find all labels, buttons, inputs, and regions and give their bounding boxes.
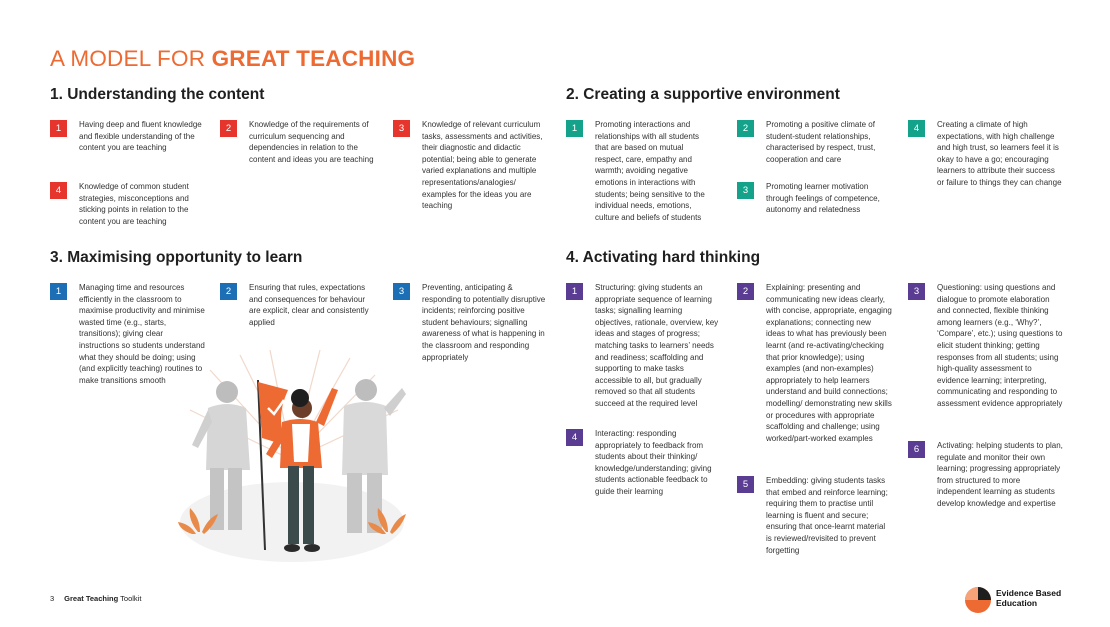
page-title-bold: GREAT TEACHING xyxy=(211,46,416,71)
section-heading-understanding-content: 1. Understanding the content xyxy=(50,86,265,103)
footer-title-rest: Toolkit xyxy=(118,594,142,603)
s4-item-3-text: Questioning: using questions and dialogue to promote elaboration and connected, flexible thinking among learners (e.g., ‘Why?’, ‘Compare’, etc.); using questions to elicit student thinking; getting responses from all students; using high-quality assessment to evidence learning; interpreting, communicating and responding to assessment evidence appropriately xyxy=(937,283,1063,408)
section-heading-activating-hard-thinking: 4. Activating hard thinking xyxy=(566,249,761,266)
s2-item-1-text: Promoting interactions and relationships with all students that are based on mutual respect, care, empathy and warmth; avoiding negative emotions in interactions with students; being sensitive to the individual needs, emotions, culture and beliefs of students xyxy=(595,120,705,222)
s2-item-2-text: Promoting a positive climate of student-student relationships, characterised by respect, trust, cooperation and care xyxy=(766,120,876,164)
s2-item-1-badge: 1 xyxy=(566,120,583,137)
s4-item-5-badge: 5 xyxy=(737,476,754,493)
s4-item-1-badge: 1 xyxy=(566,283,583,300)
s1-item-3-text: Knowledge of relevant curriculum tasks, assessments and activities, their diagnostic and didactic potential; being able to generate varied explanations and multiple representations/analogies/ examples for the ideas you are teaching xyxy=(422,120,543,211)
s4-item-2-badge: 2 xyxy=(737,283,754,300)
s4-item-4-text: Interacting: responding appropriately to feedback from students about their thinking/ knowledge/understanding; giving students actionable feedback to guide their learning xyxy=(595,429,712,496)
page-number: 3 xyxy=(50,594,55,603)
page-title-prefix: A MODEL FOR xyxy=(50,46,212,71)
s2-item-2-badge: 2 xyxy=(737,120,754,137)
s1-item-2-text: Knowledge of the requirements of curriculum sequencing and dependencies in relation to the content and ideas you are teaching xyxy=(249,120,374,164)
s4-item-3-badge: 3 xyxy=(908,283,925,300)
s1-item-3-badge: 3 xyxy=(393,120,410,137)
s4-item-6-badge: 6 xyxy=(908,441,925,458)
s3-item-1-badge: 1 xyxy=(50,283,67,300)
s1-item-2-badge: 2 xyxy=(220,120,237,137)
s3-item-3-badge: 3 xyxy=(393,283,410,300)
s1-item-4-badge: 4 xyxy=(50,182,67,199)
s1-item-4-text: Knowledge of common student strategies, misconceptions and sticking points in relation to the content you are teaching xyxy=(79,182,189,226)
section-heading-supportive-environment: 2. Creating a supportive environment xyxy=(566,86,840,103)
s2-item-4-text: Creating a climate of high expectations, with high challenge and high trust, so learners feel it is okay to have a go; encouraging learners to attribute their success or failure to things they can change xyxy=(937,120,1062,187)
s3-item-2-text: Ensuring that rules, expectations and consequences for behaviour are explicit, clear and consistently applied xyxy=(249,283,369,327)
s3-item-2-badge: 2 xyxy=(220,283,237,300)
s1-item-1-text: Having deep and fluent knowledge and flexible understanding of the content you are teaching xyxy=(79,120,202,153)
brand-line-2: Education xyxy=(996,598,1038,608)
footer-title-bold: Great Teaching xyxy=(64,594,119,603)
s4-item-2-text: Explaining: presenting and communicating new ideas clearly, with concise, appropriate, engaging explanations; connecting new ideas to what has previously been learnt (and re-activating/checking that prior knowledge); using examples (and non-examples) appropriately to help learners understand and build connections; modelling/ demonstrating new skills or procedures with appropriate scaffolding and challenge; using worked/part-worked examples xyxy=(766,283,892,443)
section-heading-maximising-opportunity: 3. Maximising opportunity to learn xyxy=(50,249,303,266)
s1-item-1-badge: 1 xyxy=(50,120,67,137)
brand-line-1: Evidence Based xyxy=(996,588,1062,598)
brand-text xyxy=(996,588,1061,608)
s3-item-3-text: Preventing, anticipating & responding to potentially disruptive incidents; reinforcing positive student behaviours; signalling awareness of what is happening in the classroom and responding appropriately xyxy=(422,283,546,362)
s4-item-1-text: Structuring: giving students an appropriate sequence of learning tasks; signalling learning objectives, rationale, overview, key ideas and stages of progress; matching tasks to learners’ needs and readiness; scaffolding and supporting to make tasks accessible to all, but gradually removed so that all students succeed at the required level xyxy=(595,283,719,408)
teacher-students-illustration xyxy=(170,350,415,572)
s2-item-4-badge: 4 xyxy=(908,120,925,137)
s4-item-6-text: Activating: helping students to plan, regulate and monitor their own learning; progressing appropriately from structured to more independent learning as students develop knowledge and expertise xyxy=(937,441,1063,508)
s2-item-3-badge: 3 xyxy=(737,182,754,199)
s4-item-5-text: Embedding: giving students tasks that embed and reinforce learning; requiring them to practise until learning is fluent and secure; ensuring that once-learnt material is reviewed/revisited to prevent forgetting xyxy=(766,476,888,555)
footer xyxy=(50,594,141,603)
s4-item-4-badge: 4 xyxy=(566,429,583,446)
s2-item-3-text: Promoting learner motivation through feelings of competence, autonomy and relatedness xyxy=(766,182,880,215)
s3-item-1-text: Managing time and resources efficiently in the classroom to maximise productivity and minimise wasted time (e.g., starts, transitions); giving clear instructions so students understand what they should be doing; using (and explicitly teaching) routines to make transitions smooth xyxy=(79,283,205,385)
page-title xyxy=(50,46,415,72)
